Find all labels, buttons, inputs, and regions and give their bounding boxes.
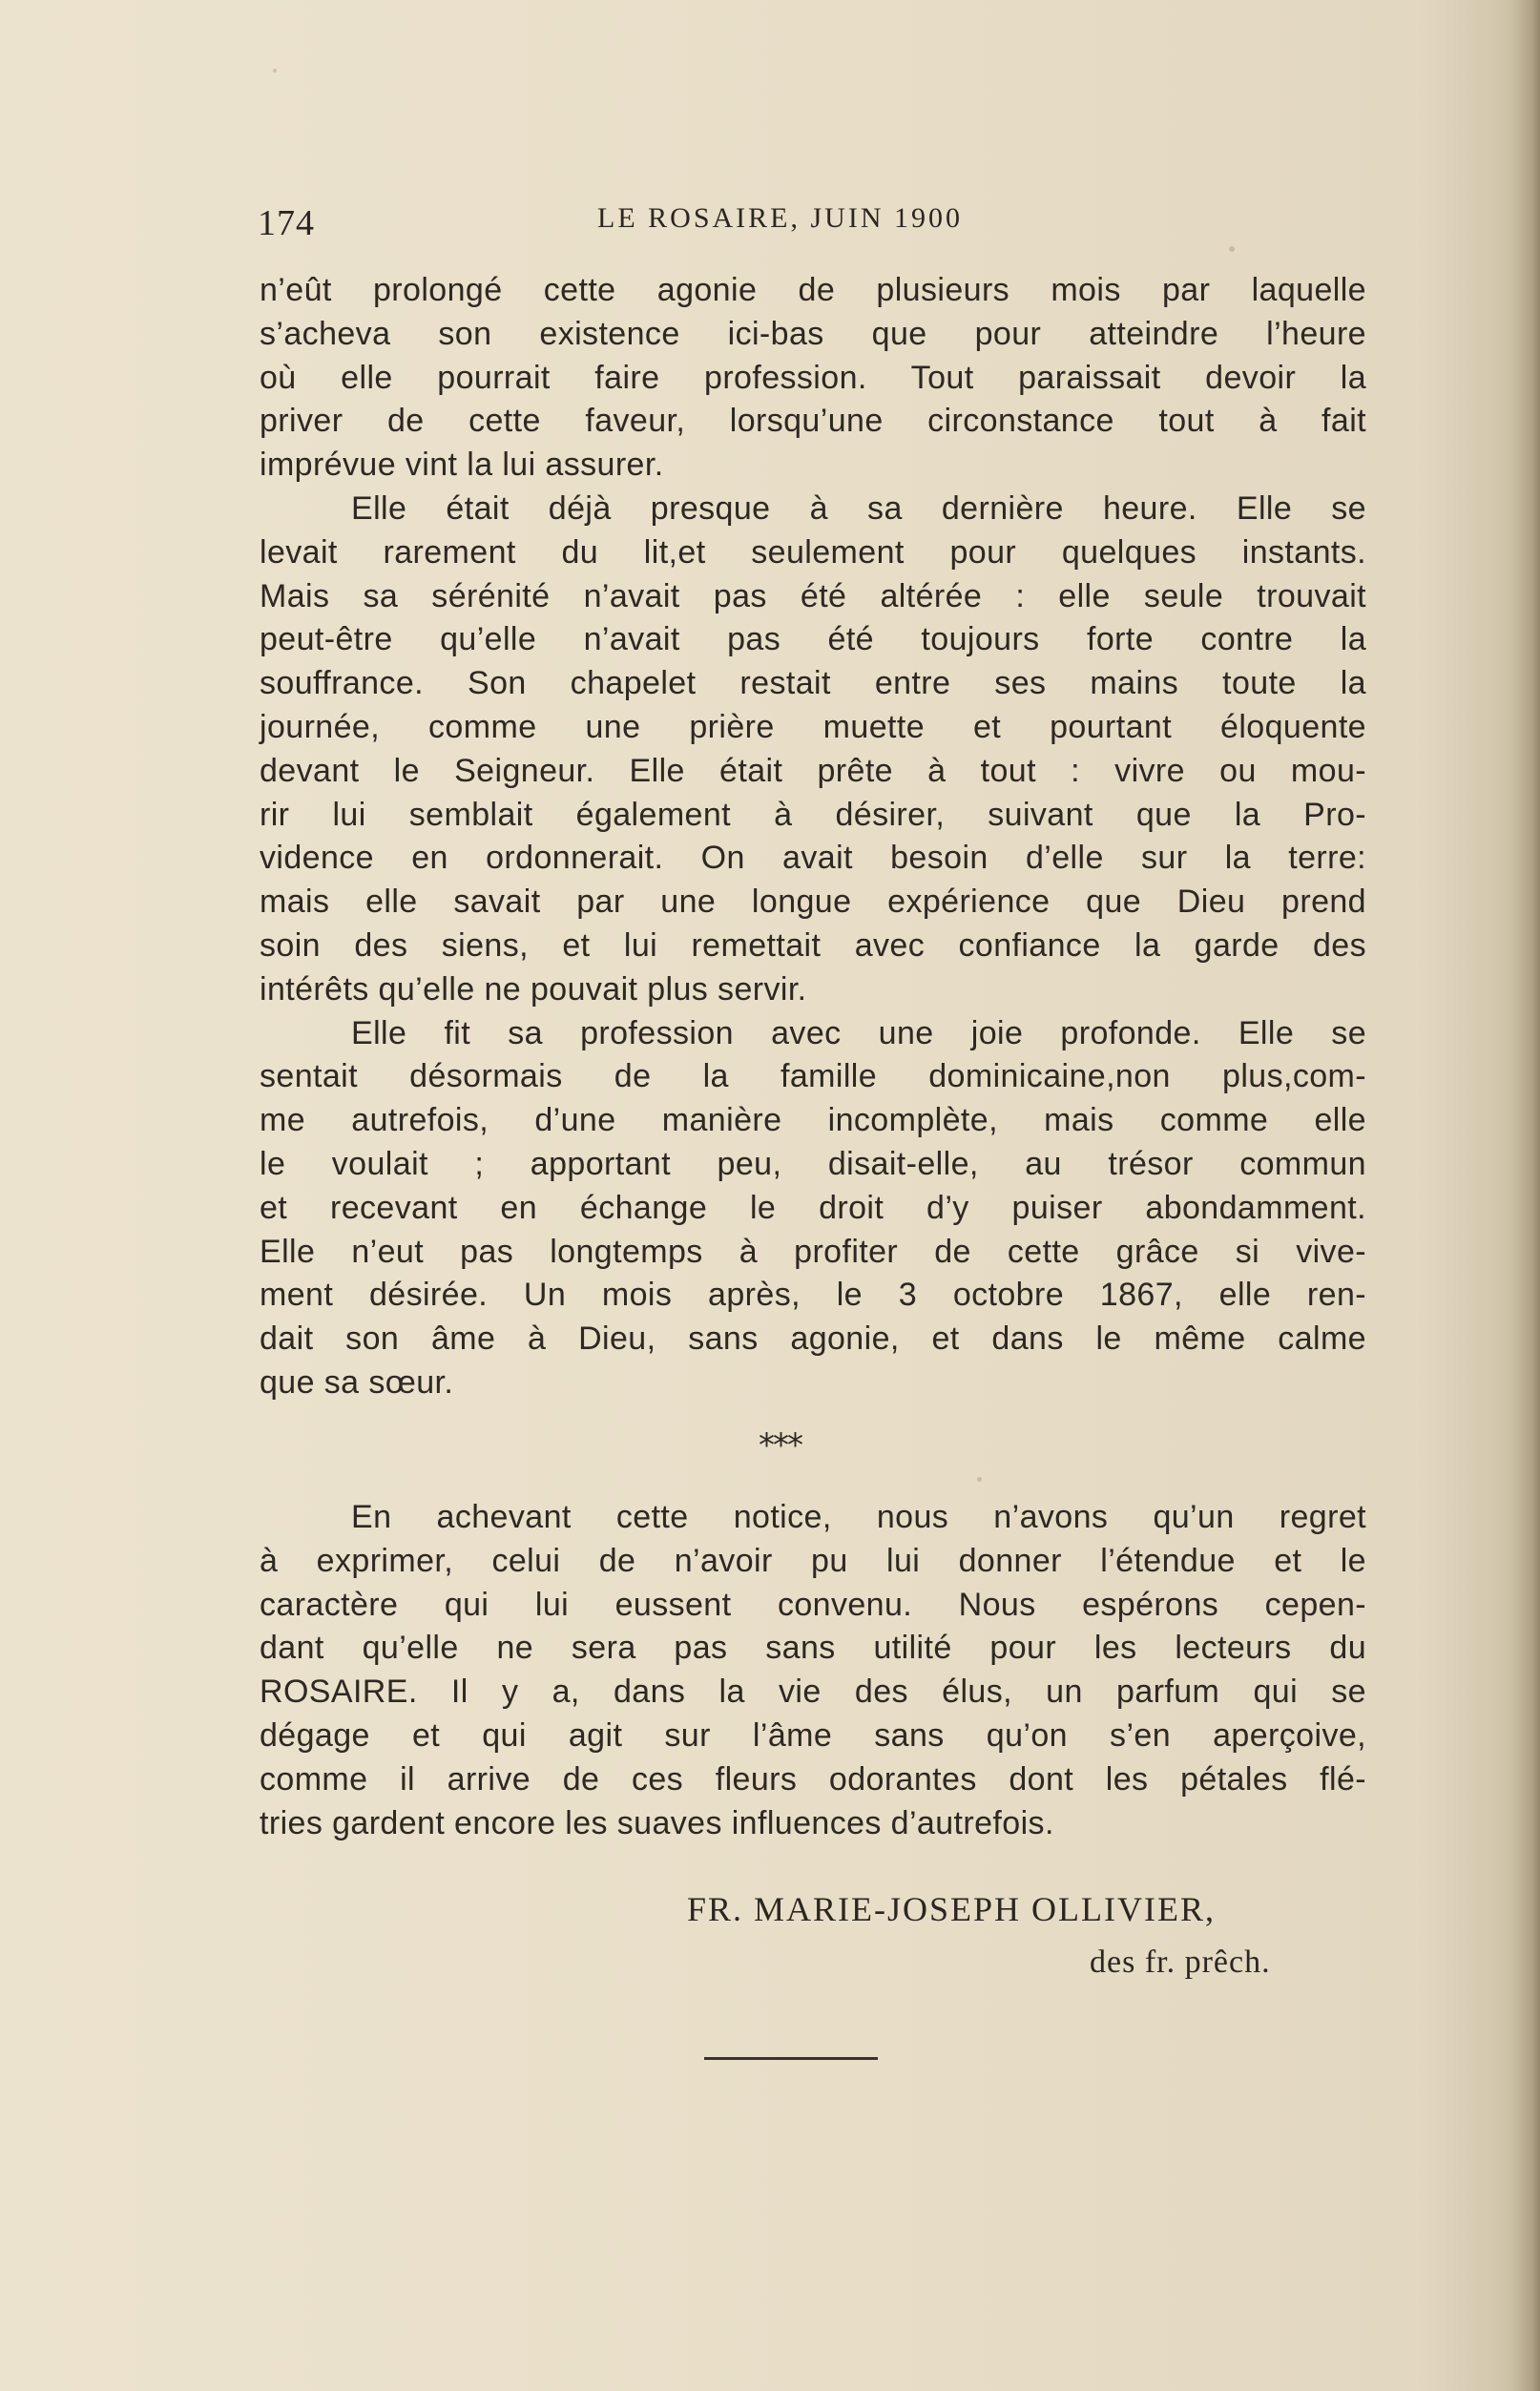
text-line: devant le Seigneur. Elle était prête à tout : vivre ou mou- — [260, 752, 1366, 789]
text-line: me autrefois, d’une manière incomplète, mais comme elle — [260, 1102, 1366, 1139]
text-line: Mais sa sérénité n’avait pas été altérée : elle seule trouvait — [260, 577, 1366, 614]
text-line: tries gardent encore les suaves influences d’autrefois. — [260, 1804, 1054, 1841]
text-line: s’acheva son existence ici-bas que pour atteindre l’heure — [260, 315, 1366, 352]
text-line: rir lui semblait également à désirer, suivant que la Pro- — [260, 796, 1366, 833]
paper-spot — [273, 69, 277, 73]
text-line: dait son âme à Dieu, sans agonie, et dans le même calme — [260, 1320, 1366, 1358]
text-line: soin des siens, et lui remettait avec confiance la garde des — [260, 926, 1366, 964]
text-line: comme il arrive de ces fleurs odorantes dont les pétales flé- — [260, 1760, 1366, 1798]
text-line: et recevant en échange le droit d’y puiser abondamment. — [260, 1189, 1366, 1226]
text-line: mais elle savait par une longue expérience que Dieu prend — [260, 884, 1366, 921]
text-line: dégage et qui agit sur l’âme sans qu’on s’en aperçoive, — [260, 1716, 1366, 1754]
text-line: En achevant cette notice, nous n’avons qu’un regret — [351, 1499, 1366, 1535]
text-line: Elle était déjà presque à sa dernière heure. Elle se — [351, 489, 1366, 527]
text-line: que sa sœur. — [260, 1363, 454, 1401]
page-number: 174 — [258, 203, 315, 243]
running-title: LE ROSAIRE, JUIN 1900 — [597, 202, 963, 234]
text-line: dant qu’elle ne sera pas sans utilité pour les lecteurs du — [260, 1630, 1366, 1667]
body-text — [260, 269, 1366, 1405]
text-line: caractère qui lui eussent convenu. Nous espérons cepen- — [260, 1586, 1366, 1623]
text-line: journée, comme une prière muette et pourtant éloquente — [260, 708, 1366, 745]
text-line: peut-être qu’elle n’avait pas été toujours forte contre la — [260, 621, 1366, 658]
text-line: vidence en ordonnerait. On avait besoin d’elle sur la terre: — [260, 840, 1366, 877]
text-line: imprévue vint la lui assurer. — [260, 447, 664, 484]
text-line: sentait désormais de la famille dominicaine,non plus,com- — [260, 1058, 1366, 1095]
author-signature: FR. MARIE-JOSEPH OLLIVIER, — [687, 1890, 1217, 1928]
text-line: ROSAIRE. Il y a, dans la vie des élus, un parfum qui se — [260, 1674, 1366, 1711]
text-line: où elle pourrait faire profession. Tout paraissait devoir la — [260, 359, 1366, 396]
author-affiliation: des fr. prêch. — [1090, 1944, 1271, 1980]
page-edge-shadow — [1511, 0, 1540, 2391]
text-line: n’eût prolongé cette agonie de plusieurs mois par laquelle — [260, 272, 1366, 308]
section-separator: *** — [759, 1426, 801, 1465]
end-rule — [704, 2057, 878, 2060]
paper-spot — [977, 1477, 982, 1482]
text-line: le voulait ; apportant peu, disait-elle, au trésor commun — [260, 1145, 1366, 1182]
text-line: Elle fit sa profession avec une joie profonde. Elle se — [351, 1014, 1366, 1051]
paper-spot — [1229, 246, 1235, 252]
text-line: intérêts qu’elle ne pouvait plus servir. — [260, 970, 807, 1008]
closing-paragraph — [260, 1496, 1366, 1845]
text-line: ment désirée. Un mois après, le 3 octobre 1867, elle ren- — [260, 1277, 1366, 1314]
text-line: souffrance. Son chapelet restait entre ses mains toute la — [260, 665, 1366, 702]
running-header — [258, 202, 1364, 242]
text-line: levait rarement du lit,et seulement pour quelques instants. — [260, 533, 1366, 571]
text-line: à exprimer, celui de n’avoir pu lui donner l’étendue et le — [260, 1542, 1366, 1579]
text-line: Elle n’eut pas longtemps à profiter de cette grâce si vive- — [260, 1233, 1366, 1270]
text-line: priver de cette faveur, lorsqu’une circonstance tout à fait — [260, 403, 1366, 440]
